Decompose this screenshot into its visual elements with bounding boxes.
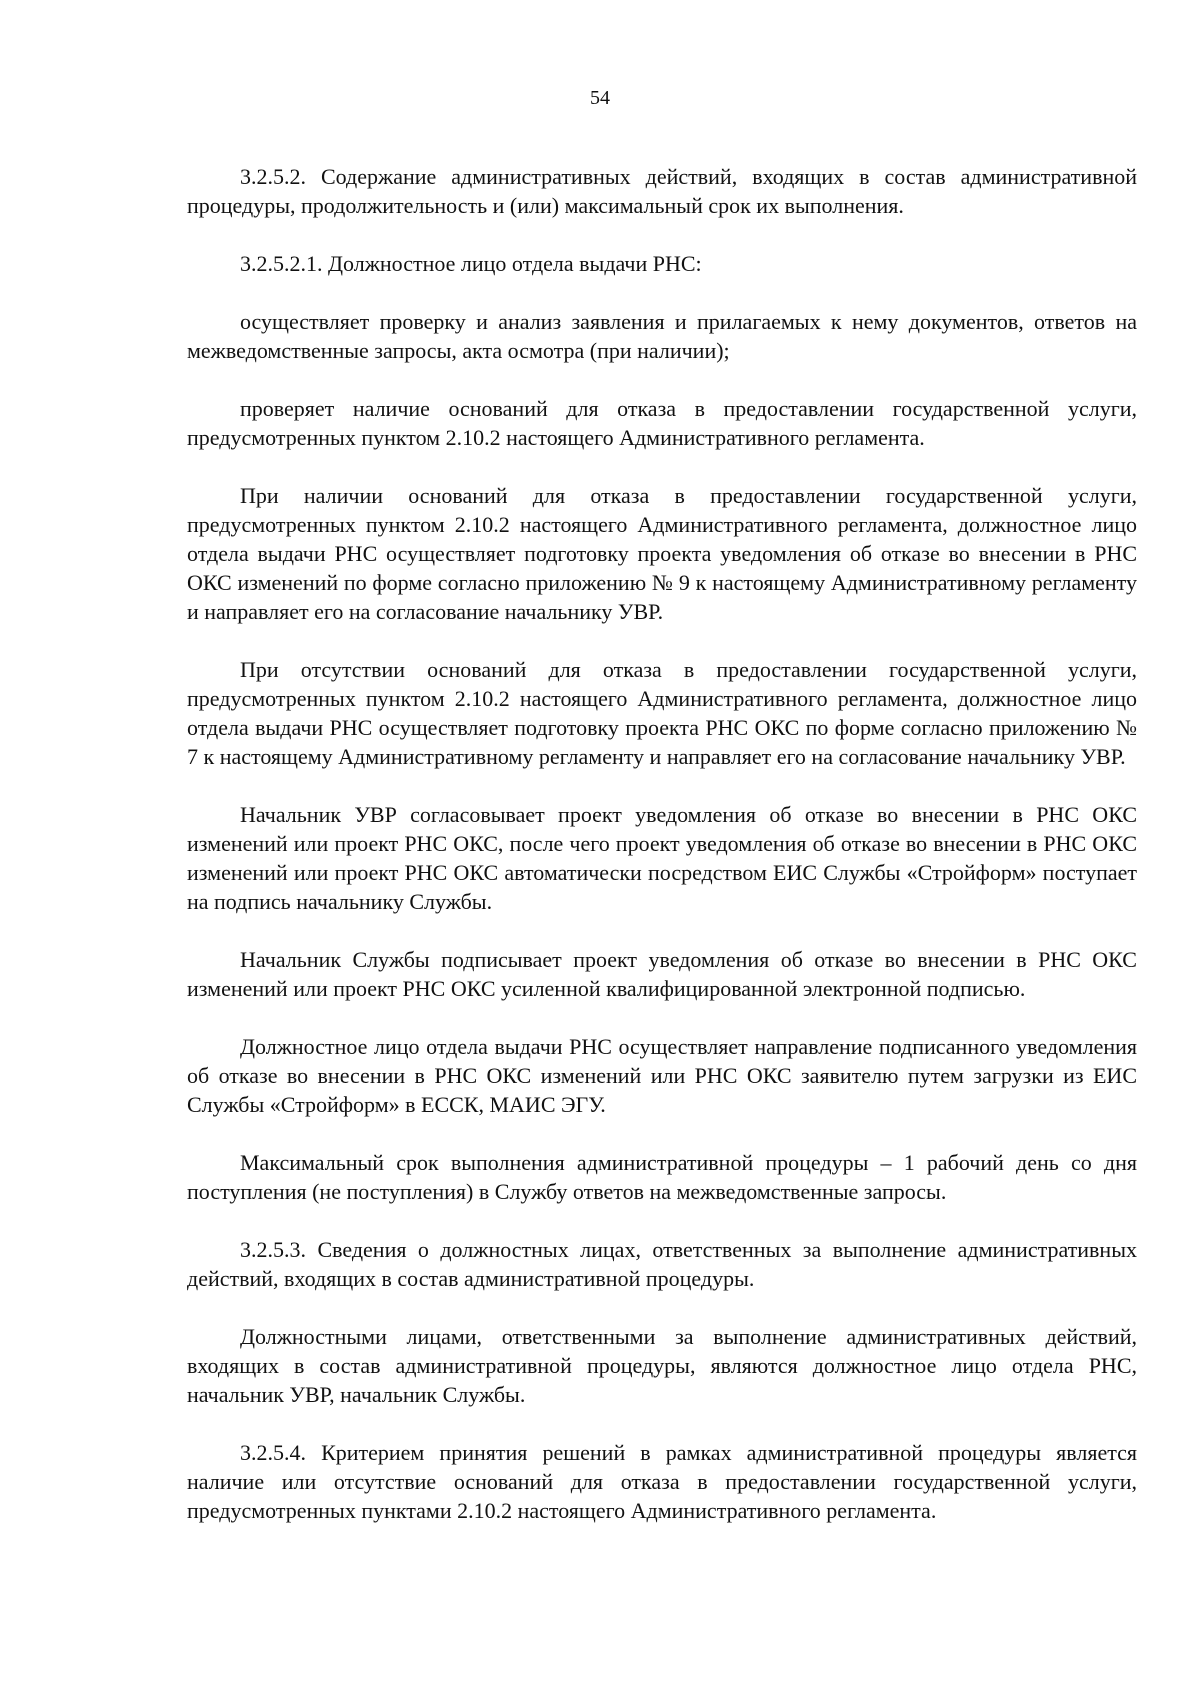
paragraph-permit-draft: При отсутствии оснований для отказа в предоставлении государственной услуги, предусмотренных пунктом 2.10.2 настоящего Административного регламента, должностное лицо отдела выдачи РНС осуществляет подготовку проекта РНС ОКС по форме согласно приложению № 7 к настоящему Административному регламенту и направляет его на согласование начальнику УВР. <box>187 657 1137 769</box>
paragraph-head-signature: Начальник Службы подписывает проект уведомления об отказе во внесении в РНС ОКС изменений или проект РНС ОКС усиленной квалифицированной электронной подписью. <box>187 947 1137 1001</box>
paragraph-3-2-5-4: 3.2.5.4. Критерием принятия решений в рамках административной процедуры является наличие или отсутствие оснований для отказа в предоставлении государственной услуги, предусмотренных пунктами 2.10.2 настоящего Административного регламента. <box>187 1440 1137 1523</box>
paragraph-uvr-approval: Начальник УВР согласовывает проект уведомления об отказе во внесении в РНС ОКС изменений или проект РНС ОКС, после чего проект уведомления об отказе во внесении в РНС ОКС изменений или проект РНС ОКС автоматически посредством ЕИС Службы «Стройформ» поступает на подпись начальнику Службы. <box>187 802 1137 914</box>
page-number: 54 <box>590 87 610 109</box>
paragraph-refusal-draft: При наличии оснований для отказа в предоставлении государственной услуги, предусмотренных пунктом 2.10.2 настоящего Административного регламента, должностное лицо отдела выдачи РНС осуществляет подготовку проекта уведомления об отказе во внесении в РНС ОКС изменений по форме согласно приложению № 9 к настоящему Административному регламенту и направляет его на согласование начальнику УВР. <box>187 483 1137 624</box>
paragraph-3-2-5-2: 3.2.5.2. Содержание административных действий, входящих в состав административной процедуры, продолжительность и (или) максимальный срок их выполнения. <box>187 164 1137 218</box>
paragraph-grounds-check: проверяет наличие оснований для отказа в предоставлении государственной услуги, предусмотренных пунктом 2.10.2 настоящего Административного регламента. <box>187 396 1137 450</box>
document-body <box>187 162 1137 1554</box>
paragraph-max-term: Максимальный срок выполнения административной процедуры – 1 рабочий день со дня поступления (не поступления) в Службу ответов на межведомственные запросы. <box>187 1150 1137 1204</box>
paragraph-verification: осуществляет проверку и анализ заявления и прилагаемых к нему документов, ответов на межведомственные запросы, акта осмотра (при наличии); <box>187 309 1137 363</box>
paragraph-3-2-5-3: 3.2.5.3. Сведения о должностных лицах, ответственных за выполнение административных действий, входящих в состав административной процедуры. <box>187 1237 1137 1291</box>
paragraph-responsible-officials: Должностными лицами, ответственными за выполнение административных действий, входящих в состав административной процедуры, являются должностное лицо отдела РНС, начальник УВР, начальник Службы. <box>187 1324 1137 1407</box>
paragraph-sending: Должностное лицо отдела выдачи РНС осуществляет направление подписанного уведомления об отказе во внесении в РНС ОКС изменений или РНС ОКС заявителю путем загрузки из ЕИС Службы «Стройформ» в ЕССК, МАИС ЭГУ. <box>187 1034 1137 1117</box>
paragraph-3-2-5-2-1: 3.2.5.2.1. Должностное лицо отдела выдачи РНС: <box>240 251 702 276</box>
